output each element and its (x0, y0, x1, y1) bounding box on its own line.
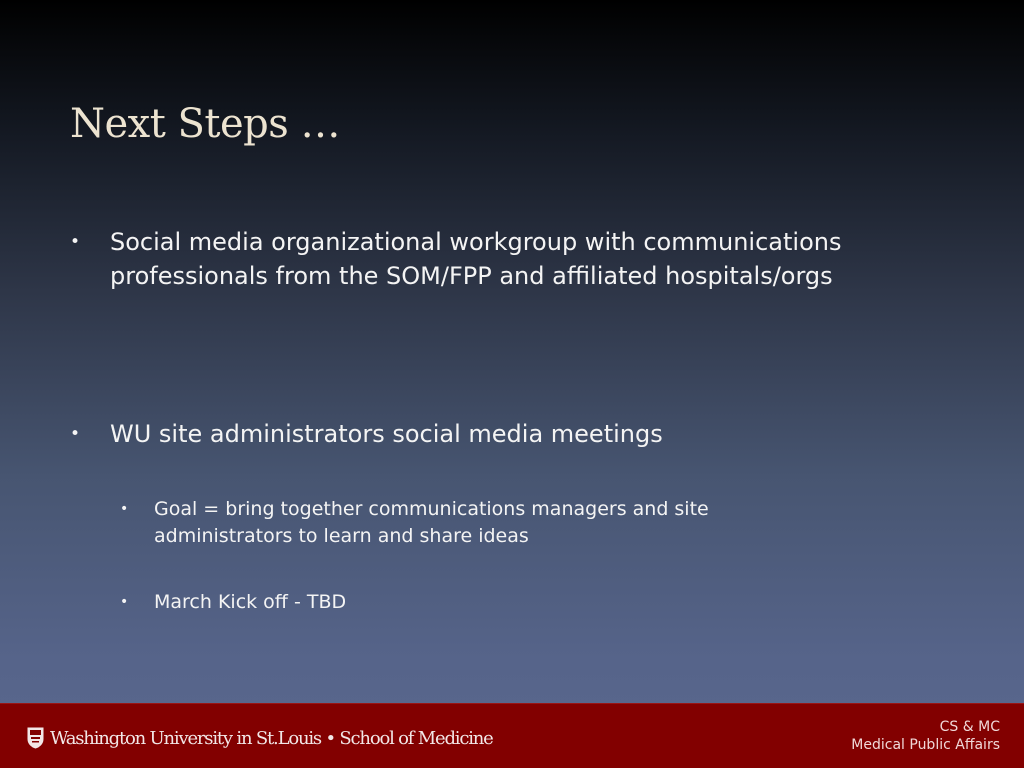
bullet-item (70, 417, 890, 451)
bullet-marker: • (120, 594, 129, 610)
footer-bar (0, 703, 1024, 768)
university-logo (27, 726, 493, 750)
bullet-marker: • (120, 501, 129, 517)
footer-credit-line2: Medical Public Affairs (851, 737, 1000, 753)
sub-bullet-item (120, 496, 840, 550)
bullet-marker: • (70, 232, 81, 252)
sub-bullet-item (120, 589, 840, 616)
footer-credit (851, 718, 1000, 754)
bullet-text: WU site administrators social media meetings (110, 420, 663, 448)
slide-title: Next Steps … (70, 101, 341, 147)
sub-bullet-text: Goal = bring together communications managers and site administrators to learn and share ideas (154, 498, 709, 547)
bullet-marker: • (70, 424, 81, 444)
sub-bullet-text: March Kick off - TBD (154, 591, 347, 613)
bullet-text: Social media organizational workgroup with communications professionals from the SOM/FPP and affiliated hospitals/orgs (110, 228, 842, 290)
bullet-item (70, 225, 890, 293)
logo-text: Washington University in St.Louis • School of Medicine (50, 727, 493, 749)
footer-credit-line1: CS & MC (939, 719, 1000, 735)
university-shield-icon (27, 727, 44, 749)
